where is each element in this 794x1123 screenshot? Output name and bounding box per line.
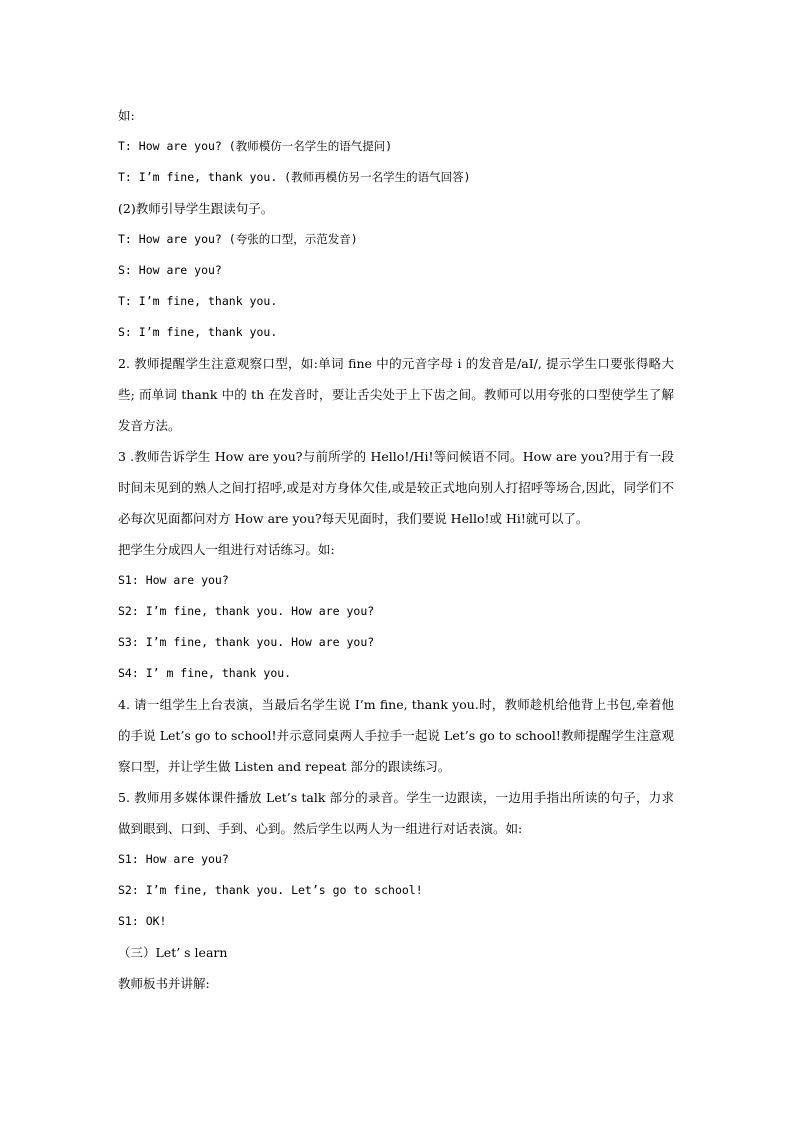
text-line: 教师板书并讲解: xyxy=(118,976,210,991)
dialogue-line: S: How are you? xyxy=(118,263,222,277)
dialogue-line: T: I’m fine, thank you. (教师再模仿另一名学生的语气回答) xyxy=(118,170,471,184)
dialogue-line: S4: I’ m fine, thank you. xyxy=(118,666,292,680)
step-line: (2)教师引导学生跟读句子。 xyxy=(118,201,274,216)
dialogue-line: T: How are you? (教师模仿一名学生的语气提问) xyxy=(118,139,393,153)
dialogue-line: S1: How are you? xyxy=(118,852,229,866)
paragraph-step-5: 5. 教师用多媒体课件播放 Let’s talk 部分的录音。学生一边跟读，一边用手指出所读的句子，力求做到眼到、口到、手到、心到。然后学生以两人为一组进行对话表演。如: xyxy=(118,790,674,836)
dialogue-line: T: How are you? (夸张的口型，示范发音) xyxy=(118,232,358,246)
document-body xyxy=(118,100,674,999)
dialogue-line: S1: OK! xyxy=(118,914,167,928)
dialogue-line: S2: I’m fine, thank you. Let’s go to school! xyxy=(118,883,423,897)
section-heading: （三）Let’ s learn xyxy=(118,945,228,960)
dialogue-line: S1: How are you? xyxy=(118,573,229,587)
text-line: 如: xyxy=(118,108,135,123)
paragraph-step-3: 3 .教师告诉学生 How are you?与前所学的 Hello!/Hi!等问候语不同。How are you?用于有一段时间未见到的熟人之间打招呼,或是对方身体欠佳,或是较正式地向别人打招呼等场合,因此，同学们不必每次见面都问对方 How are you?每天见面时，我们要说 Hello!或 Hi!就可以了。 xyxy=(118,449,674,526)
dialogue-line: S2: I’m fine, thank you. How are you? xyxy=(118,604,375,618)
dialogue-line: S: I’m fine, thank you. xyxy=(118,325,278,339)
text-line: 把学生分成四人一组进行对话练习。如: xyxy=(118,542,335,557)
paragraph-step-2: 2. 教师提醒学生注意观察口型，如:单词 fine 中的元音字母 i 的发音是/aI/, 提示学生口要张得略大些; 而单词 thank 中的 th 在发音时，要让舌尖处于上下齿之间。教师可以用夸张的口型使学生了解发音方法。 xyxy=(118,356,674,433)
dialogue-line: T: I’m fine, thank you. xyxy=(118,294,278,308)
dialogue-line: S3: I’m fine, thank you. How are you? xyxy=(118,635,375,649)
paragraph-step-4: 4. 请一组学生上台表演，当最后名学生说 I’m fine, thank you.时，教师趁机给他背上书包,牵着他的手说 Let’s go to school!并示意同桌两人手拉手一起说 Let’s go to school!教师提醒学生注意观察口型，并让学生做 Listen and repeat 部分的跟读练习。 xyxy=(118,697,674,774)
